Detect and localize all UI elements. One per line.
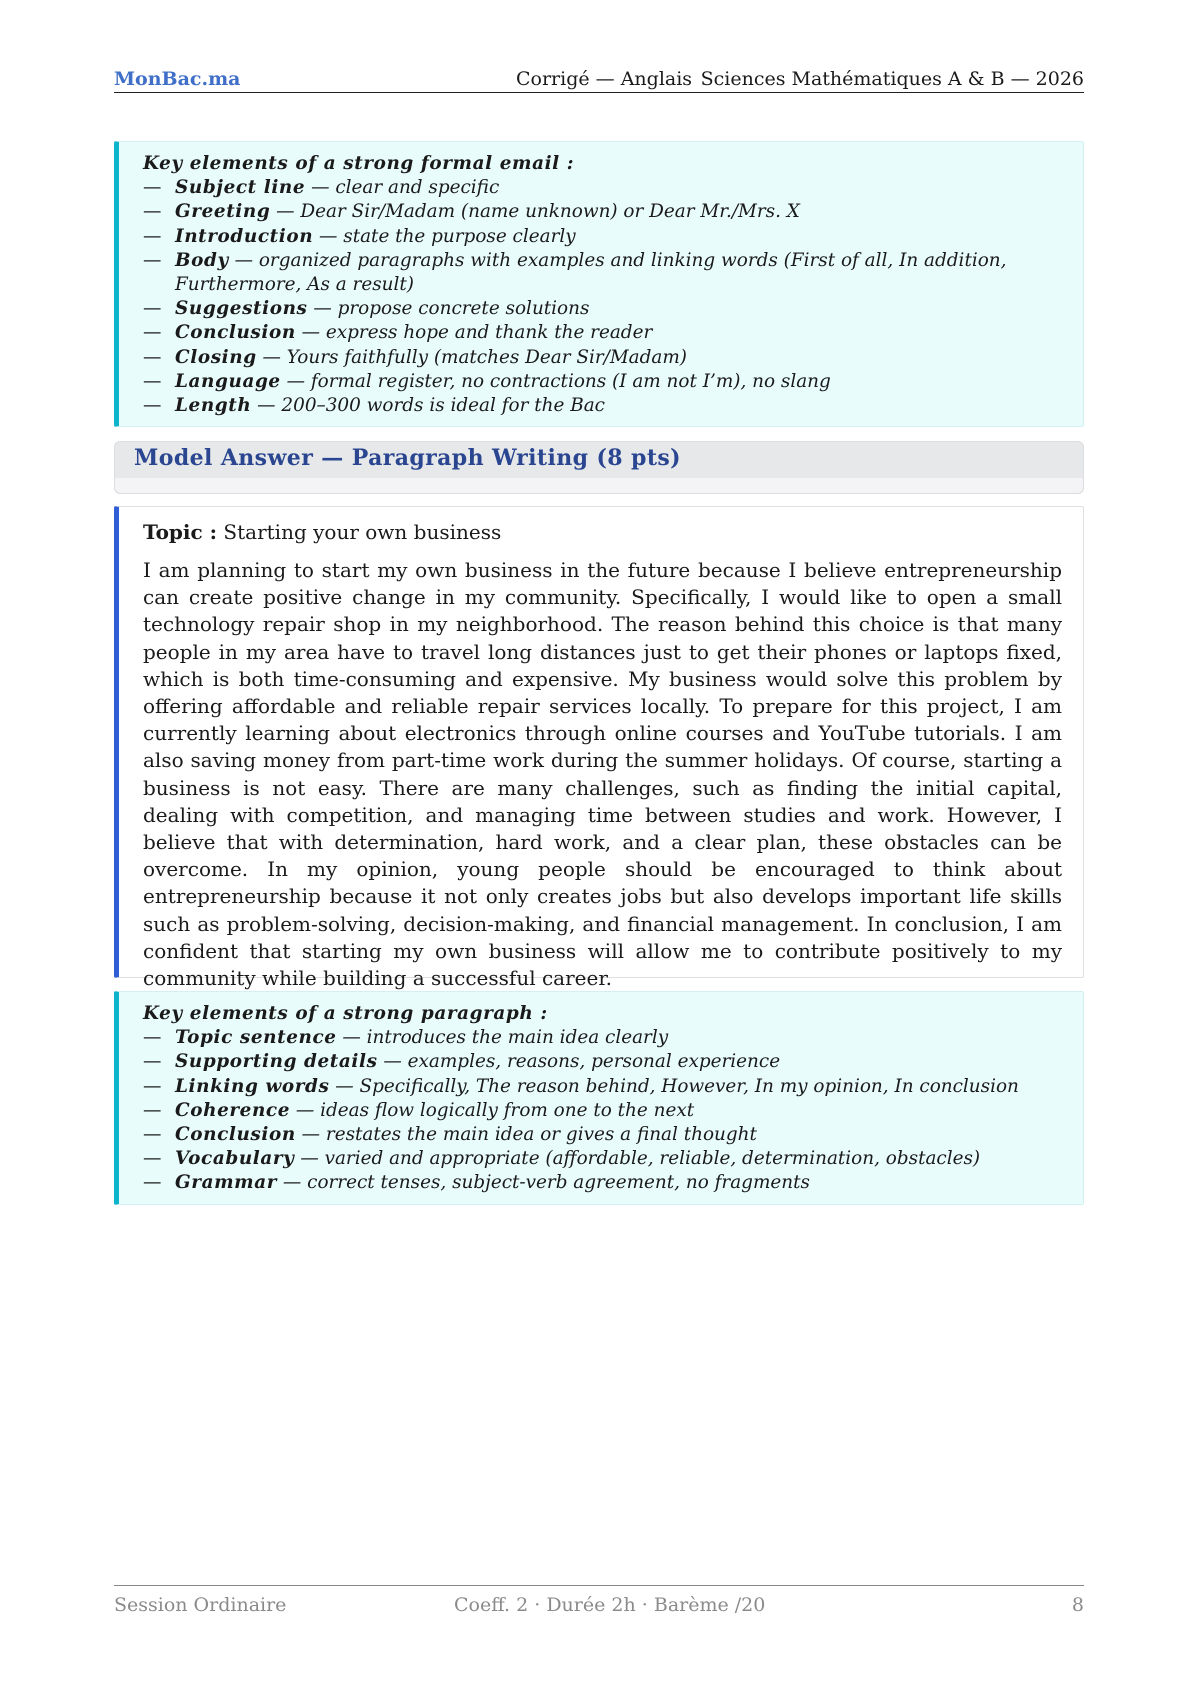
key-element-term: Body xyxy=(175,249,229,271)
key-element-separator: — xyxy=(305,177,336,199)
key-element-description: clear and specific xyxy=(335,177,500,199)
key-element-term: Coherence xyxy=(175,1099,291,1121)
key-element-term: Introduction xyxy=(175,225,314,247)
key-element-description: restates the main idea or gives a final thought xyxy=(325,1124,757,1146)
key-element-item xyxy=(143,176,1063,200)
key-element-description: 200–300 words is ideal for the Bac xyxy=(281,395,605,417)
key-element-description: formal register, no contractions (I am not I’m), no slang xyxy=(310,370,831,392)
key-element-item xyxy=(143,370,1063,394)
key-element-separator: — xyxy=(329,1075,360,1097)
model-answer-box xyxy=(114,506,1084,991)
topic-text: Starting your own business xyxy=(223,520,502,544)
key-element-description: varied and appropriate (affordable, reliable, determination, obstacles) xyxy=(324,1148,981,1170)
key-element-item xyxy=(143,297,1063,321)
key-element-term: Grammar xyxy=(175,1172,278,1194)
em-dash-bullet: — xyxy=(143,201,162,223)
key-element-item xyxy=(143,1147,1063,1171)
email-key-title: Key elements of a strong formal email : xyxy=(143,153,575,174)
em-dash-bullet: — xyxy=(143,249,162,271)
em-dash-bullet: — xyxy=(143,346,162,368)
key-element-term: Greeting xyxy=(175,201,271,223)
key-element-item xyxy=(143,1026,1063,1050)
key-element-term: Closing xyxy=(175,346,257,368)
section-heading-strip xyxy=(115,478,1083,493)
key-element-item xyxy=(143,1050,1063,1074)
key-element-separator: — xyxy=(270,201,301,223)
key-element-separator: — xyxy=(277,1172,308,1194)
key-element-description: ideas flow logically from one to the next xyxy=(320,1099,695,1121)
em-dash-bullet: — xyxy=(143,225,162,247)
key-element-term: Vocabulary xyxy=(175,1148,295,1170)
key-element-separator: — xyxy=(228,249,259,271)
key-element-term: Conclusion xyxy=(175,322,296,344)
em-dash-bullet: — xyxy=(143,1148,162,1170)
key-element-description: Specifically, The reason behind, However, In my opinion, In conclusion xyxy=(359,1075,1019,1097)
em-dash-bullet: — xyxy=(143,322,162,344)
key-element-separator: — xyxy=(307,298,338,320)
em-dash-bullet: — xyxy=(143,177,162,199)
brand-logo-text[interactable]: MonBac.ma xyxy=(114,68,241,90)
key-element-term: Subject line xyxy=(175,177,306,199)
key-element-item xyxy=(143,394,1063,418)
key-element-separator: — xyxy=(294,1148,325,1170)
key-element-description: organized paragraphs with examples and linking words (First of all, In addition, Furthermore, As a result) xyxy=(175,249,1007,296)
key-element-description: examples, reasons, personal experience xyxy=(407,1051,781,1073)
key-element-term: Supporting details xyxy=(175,1051,378,1073)
key-element-description: propose concrete solutions xyxy=(337,298,590,320)
key-element-separator: — xyxy=(290,1099,321,1121)
key-element-separator: — xyxy=(313,225,344,247)
key-element-item xyxy=(143,225,1063,249)
key-element-term: Length xyxy=(175,395,252,417)
key-element-item xyxy=(143,200,1063,224)
key-element-item xyxy=(143,1075,1063,1099)
key-element-description: state the purpose clearly xyxy=(343,225,576,247)
paragraph-key-list xyxy=(143,1026,1063,1195)
page-footer xyxy=(114,1585,1084,1616)
key-element-description: express hope and thank the reader xyxy=(325,322,653,344)
key-element-term: Language xyxy=(175,370,281,392)
key-element-separator: — xyxy=(256,346,287,368)
paragraph-key-title: Key elements of a strong paragraph : xyxy=(143,1003,548,1024)
em-dash-bullet: — xyxy=(143,370,162,392)
header-series: Sciences Mathématiques A & B — 2026 xyxy=(700,68,1084,90)
header-subject: Corrigé — Anglais xyxy=(516,68,693,90)
page-number: 8 xyxy=(1071,1594,1084,1616)
key-element-separator: — xyxy=(377,1051,408,1073)
footer-session: Session Ordinaire xyxy=(114,1594,287,1616)
key-element-item xyxy=(143,1171,1063,1195)
key-element-item xyxy=(143,321,1063,345)
key-element-separator: — xyxy=(251,395,282,417)
topic-line xyxy=(143,519,1062,545)
email-key-elements-box xyxy=(114,141,1084,427)
key-element-item xyxy=(143,249,1063,297)
section-title: Model Answer — Paragraph Writing (8 pts) xyxy=(134,445,681,471)
paragraph-key-elements-box xyxy=(114,991,1084,1205)
key-element-separator: — xyxy=(280,370,311,392)
key-element-description: introduces the main idea clearly xyxy=(366,1027,669,1049)
key-element-term: Linking words xyxy=(175,1075,330,1097)
key-element-separator: — xyxy=(336,1027,367,1049)
topic-label: Topic : xyxy=(143,520,218,544)
key-element-item xyxy=(143,346,1063,370)
em-dash-bullet: — xyxy=(143,298,162,320)
key-element-description: correct tenses, subject-verb agreement, no fragments xyxy=(307,1172,810,1194)
key-element-item xyxy=(143,1123,1063,1147)
key-element-term: Suggestions xyxy=(175,298,308,320)
em-dash-bullet: — xyxy=(143,1075,162,1097)
em-dash-bullet: — xyxy=(143,1172,162,1194)
answer-paragraph: I am planning to start my own business in the future because I believe entrepreneurship can create positive change in my community. Specifically, I would like to open a small technology repair shop in my neighborhood. The reason behind this choice is that many people in my area have to travel long distances just to get their phones or laptops fixed, which is both time-consuming and expensive. My business would solve this problem by offering affordable and reliable repair services locally. To prepare for this project, I am currently learning about electronics through online courses and YouTube tutorials. I am also saving money from part-time work during the summer holidays. Of course, starting a business is not easy. There are many challenges, such as finding the initial capital, dealing with competition, and managing time between studies and work. However, I believe that with determination, hard work, and a clear plan, these obstacles can be overcome. In my opinion, young people should be encouraged to think about entrepreneurship because it not only creates jobs but also develops important life skills such as problem-solving, decision-making, and financial management. In conclusion, I am confident that starting my own business will allow me to contribute positively to my community while building a successful career. xyxy=(143,558,1062,991)
key-element-term: Conclusion xyxy=(175,1124,296,1146)
key-element-separator: — xyxy=(295,322,326,344)
em-dash-bullet: — xyxy=(143,1027,162,1049)
em-dash-bullet: — xyxy=(143,1099,162,1121)
key-element-description: Dear Sir/Madam (name unknown) or Dear Mr./Mrs. X xyxy=(300,201,800,223)
key-element-item xyxy=(143,1099,1063,1123)
em-dash-bullet: — xyxy=(143,395,162,417)
em-dash-bullet: — xyxy=(143,1051,162,1073)
key-element-description: Yours faithfully (matches Dear Sir/Madam) xyxy=(286,346,687,368)
footer-info: Coeff. 2 · Durée 2h · Barème /20 xyxy=(454,1594,766,1616)
key-element-term: Topic sentence xyxy=(175,1027,337,1049)
em-dash-bullet: — xyxy=(143,1124,162,1146)
section-heading xyxy=(114,441,1084,494)
page-header xyxy=(114,66,1084,93)
email-key-list xyxy=(143,176,1063,418)
key-element-separator: — xyxy=(295,1124,326,1146)
